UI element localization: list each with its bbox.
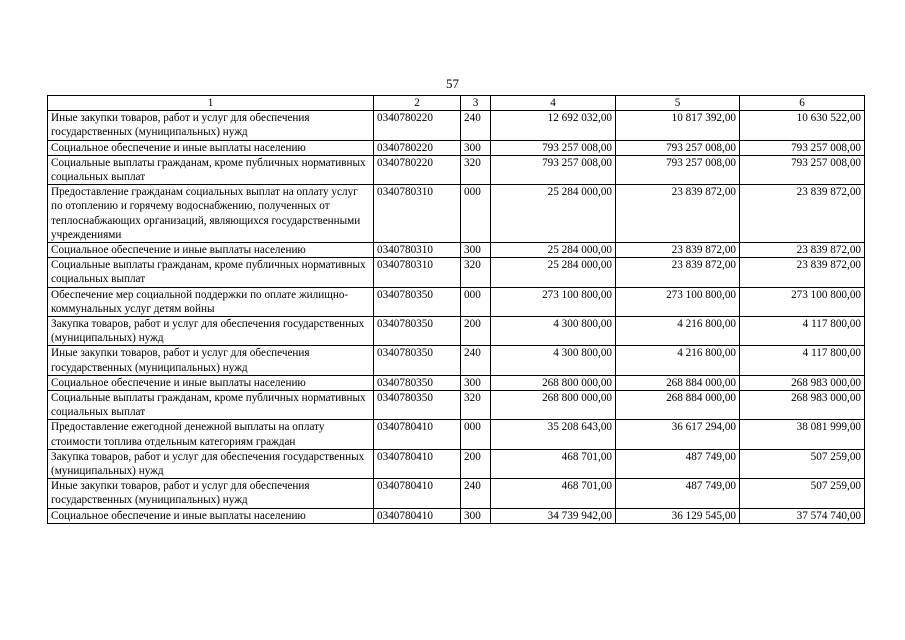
- row-expense-type: 320: [461, 391, 491, 420]
- column-header-3: 3: [461, 96, 491, 111]
- row-code: 0340780220: [374, 155, 461, 184]
- row-value-col4: 468 701,00: [491, 449, 616, 478]
- row-name: Иные закупки товаров, работ и услуг для обеспечения государственных (муниципальных) нужд: [48, 479, 374, 508]
- row-name: Социальное обеспечение и иные выплаты населению: [48, 375, 374, 390]
- row-value-col6: 793 257 008,00: [740, 140, 865, 155]
- row-expense-type: 300: [461, 243, 491, 258]
- table-body: [48, 111, 865, 524]
- row-expense-type: 200: [461, 317, 491, 346]
- row-value-col5: 793 257 008,00: [616, 140, 740, 155]
- row-value-col5: 268 884 000,00: [616, 375, 740, 390]
- row-value-col6: 507 259,00: [740, 479, 865, 508]
- row-code: 0340780410: [374, 479, 461, 508]
- column-header-1: 1: [48, 96, 374, 111]
- row-code: 0340780350: [374, 346, 461, 375]
- row-value-col5: 4 216 800,00: [616, 317, 740, 346]
- row-expense-type: 200: [461, 449, 491, 478]
- row-value-col4: 25 284 000,00: [491, 258, 616, 287]
- row-code: 0340780410: [374, 420, 461, 449]
- row-code: 0340780350: [374, 317, 461, 346]
- row-value-col6: 23 839 872,00: [740, 243, 865, 258]
- row-value-col6: 10 630 522,00: [740, 111, 865, 140]
- row-name: Предоставление гражданам социальных выплат на оплату услуг по отоплению и горячему водоснабжению, полученных от теплоснабжающих организаций, являющихся государственными учреждениями: [48, 185, 374, 243]
- row-expense-type: 240: [461, 346, 491, 375]
- table-row: [48, 111, 865, 140]
- table-row: [48, 479, 865, 508]
- row-value-col4: 34 739 942,00: [491, 508, 616, 523]
- row-name: Обеспечение мер социальной поддержки по оплате жилищно-коммунальных услуг детям войны: [48, 287, 374, 316]
- table-row: [48, 258, 865, 287]
- row-name: Социальное обеспечение и иные выплаты населению: [48, 508, 374, 523]
- row-value-col5: 487 749,00: [616, 449, 740, 478]
- table-row: [48, 375, 865, 390]
- row-code: 0340780310: [374, 185, 461, 243]
- row-code: 0340780220: [374, 111, 461, 140]
- row-value-col6: 4 117 800,00: [740, 346, 865, 375]
- row-value-col6: 4 117 800,00: [740, 317, 865, 346]
- row-name: Социальное обеспечение и иные выплаты населению: [48, 243, 374, 258]
- row-value-col6: 268 983 000,00: [740, 375, 865, 390]
- row-value-col5: 23 839 872,00: [616, 243, 740, 258]
- row-name: Закупка товаров, работ и услуг для обеспечения государственных (муниципальных) нужд: [48, 449, 374, 478]
- row-code: 0340780310: [374, 243, 461, 258]
- column-header-5: 5: [616, 96, 740, 111]
- table-row: [48, 287, 865, 316]
- row-name: Иные закупки товаров, работ и услуг для обеспечения государственных (муниципальных) нужд: [48, 111, 374, 140]
- column-header-4: 4: [491, 96, 616, 111]
- row-value-col4: 25 284 000,00: [491, 243, 616, 258]
- row-value-col4: 273 100 800,00: [491, 287, 616, 316]
- row-value-col6: 793 257 008,00: [740, 155, 865, 184]
- table-row: [48, 420, 865, 449]
- row-value-col5: 487 749,00: [616, 479, 740, 508]
- row-value-col6: 273 100 800,00: [740, 287, 865, 316]
- row-code: 0340780220: [374, 140, 461, 155]
- column-header-2: 2: [374, 96, 461, 111]
- table-row: [48, 317, 865, 346]
- row-code: 0340780410: [374, 449, 461, 478]
- row-value-col4: 468 701,00: [491, 479, 616, 508]
- row-name: Социальные выплаты гражданам, кроме публичных нормативных социальных выплат: [48, 258, 374, 287]
- row-value-col4: 4 300 800,00: [491, 317, 616, 346]
- row-expense-type: 320: [461, 155, 491, 184]
- table-row: [48, 391, 865, 420]
- row-expense-type: 240: [461, 111, 491, 140]
- row-value-col6: 37 574 740,00: [740, 508, 865, 523]
- row-value-col4: 12 692 032,00: [491, 111, 616, 140]
- table-row: [48, 508, 865, 523]
- row-name: Социальные выплаты гражданам, кроме публичных нормативных социальных выплат: [48, 155, 374, 184]
- row-value-col4: 4 300 800,00: [491, 346, 616, 375]
- budget-table: [47, 95, 865, 524]
- row-value-col6: 38 081 999,00: [740, 420, 865, 449]
- table-row: [48, 449, 865, 478]
- row-value-col6: 23 839 872,00: [740, 258, 865, 287]
- row-name: Иные закупки товаров, работ и услуг для обеспечения государственных (муниципальных) нужд: [48, 346, 374, 375]
- row-value-col5: 36 129 545,00: [616, 508, 740, 523]
- row-expense-type: 000: [461, 420, 491, 449]
- row-name: Предоставление ежегодной денежной выплаты на оплату стоимости топлива отдельным категориям граждан: [48, 420, 374, 449]
- row-value-col4: 268 800 000,00: [491, 391, 616, 420]
- row-value-col5: 4 216 800,00: [616, 346, 740, 375]
- row-value-col4: 25 284 000,00: [491, 185, 616, 243]
- row-value-col5: 268 884 000,00: [616, 391, 740, 420]
- row-expense-type: 300: [461, 140, 491, 155]
- row-value-col5: 273 100 800,00: [616, 287, 740, 316]
- row-code: 0340780410: [374, 508, 461, 523]
- row-expense-type: 000: [461, 185, 491, 243]
- row-code: 0340780350: [374, 287, 461, 316]
- row-code: 0340780350: [374, 375, 461, 390]
- header-row: [48, 96, 865, 111]
- row-value-col4: 793 257 008,00: [491, 155, 616, 184]
- table-row: [48, 155, 865, 184]
- row-value-col4: 793 257 008,00: [491, 140, 616, 155]
- column-header-6: 6: [740, 96, 865, 111]
- row-value-col4: 35 208 643,00: [491, 420, 616, 449]
- table-row: [48, 243, 865, 258]
- row-code: 0340780310: [374, 258, 461, 287]
- row-expense-type: 000: [461, 287, 491, 316]
- row-value-col5: 36 617 294,00: [616, 420, 740, 449]
- row-code: 0340780350: [374, 391, 461, 420]
- row-value-col5: 23 839 872,00: [616, 258, 740, 287]
- row-value-col4: 268 800 000,00: [491, 375, 616, 390]
- row-value-col6: 23 839 872,00: [740, 185, 865, 243]
- row-expense-type: 320: [461, 258, 491, 287]
- row-name: Социальное обеспечение и иные выплаты населению: [48, 140, 374, 155]
- row-expense-type: 300: [461, 375, 491, 390]
- row-value-col6: 507 259,00: [740, 449, 865, 478]
- row-value-col5: 10 817 392,00: [616, 111, 740, 140]
- row-name: Социальные выплаты гражданам, кроме публичных нормативных социальных выплат: [48, 391, 374, 420]
- table-row: [48, 185, 865, 243]
- page-number: 57: [446, 76, 459, 91]
- table-row: [48, 346, 865, 375]
- row-name: Закупка товаров, работ и услуг для обеспечения государственных (муниципальных) нужд: [48, 317, 374, 346]
- row-value-col6: 268 983 000,00: [740, 391, 865, 420]
- row-expense-type: 240: [461, 479, 491, 508]
- row-expense-type: 300: [461, 508, 491, 523]
- row-value-col5: 23 839 872,00: [616, 185, 740, 243]
- row-value-col5: 793 257 008,00: [616, 155, 740, 184]
- table-row: [48, 140, 865, 155]
